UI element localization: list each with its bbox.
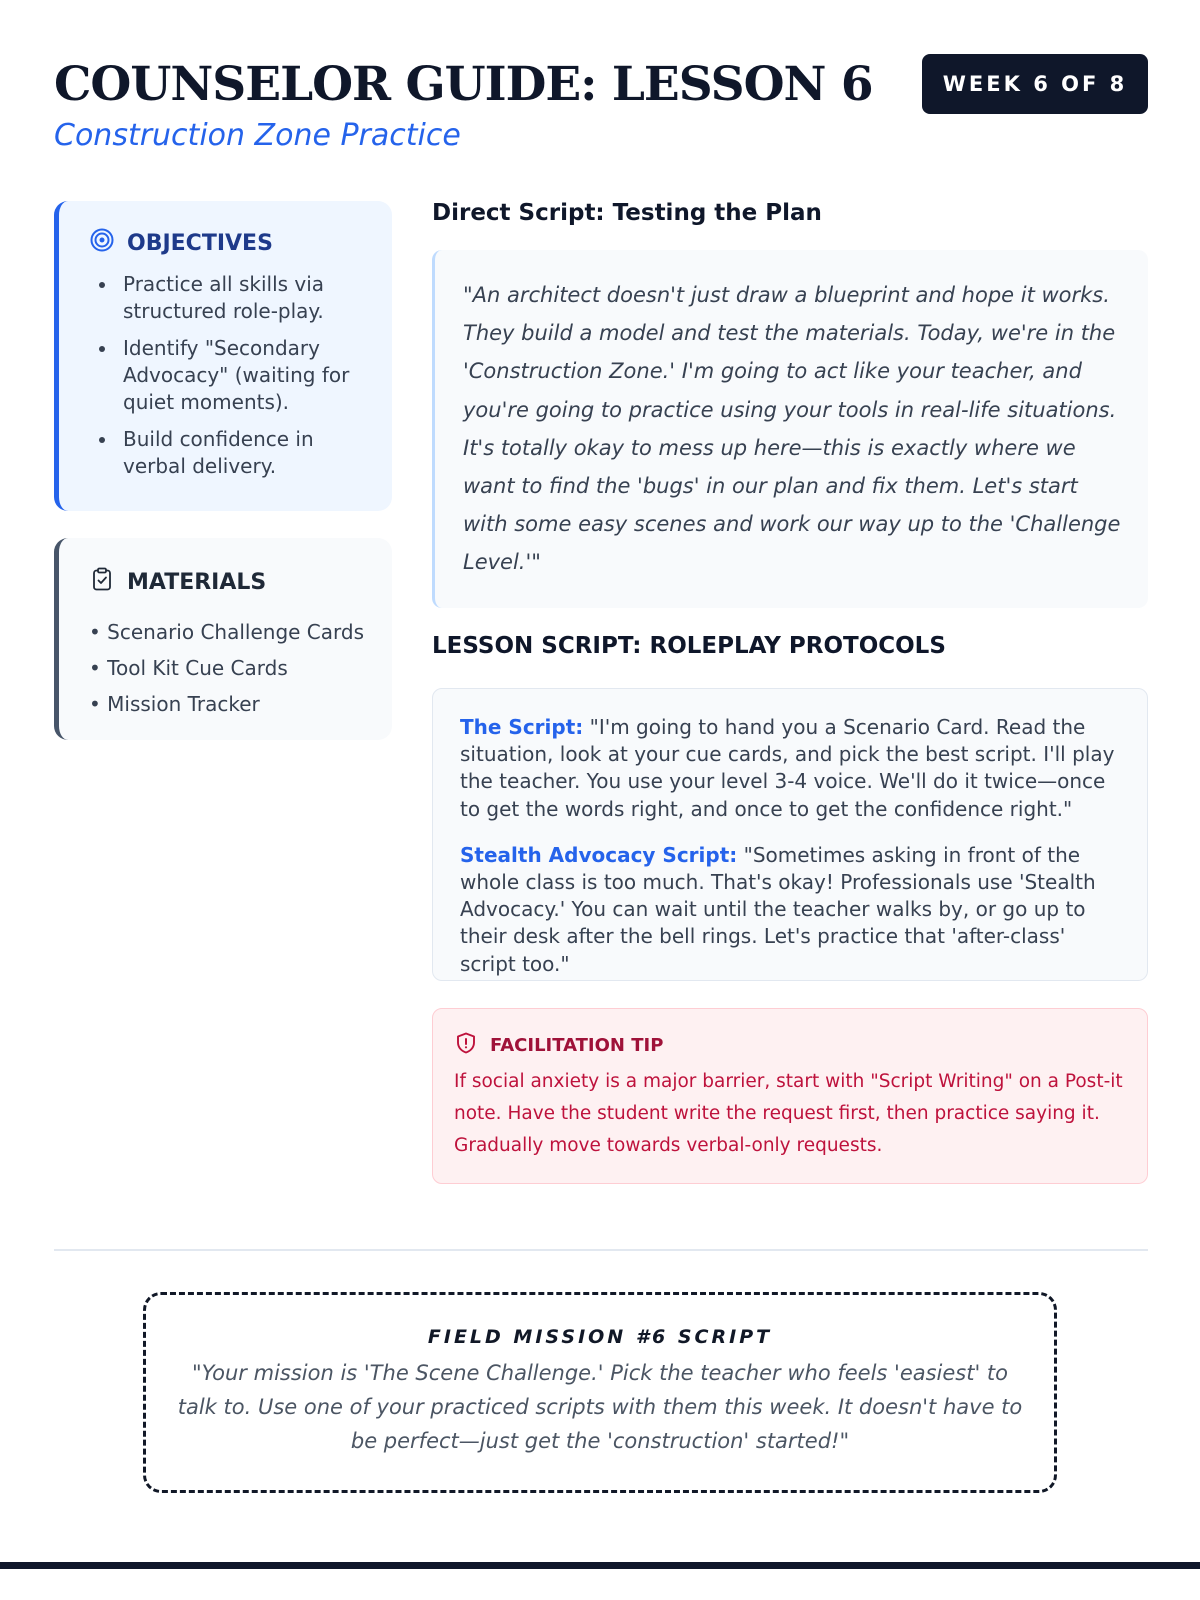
lesson-script-heading: LESSON SCRIPT: ROLEPLAY PROTOCOLS <box>432 633 946 659</box>
material-item: • Tool Kit Cue Cards <box>89 656 288 680</box>
stealth-advocacy-paragraph <box>460 842 1123 978</box>
week-badge: WEEK 6 OF 8 <box>922 54 1148 114</box>
section-divider <box>54 1249 1148 1251</box>
objectives-header <box>89 225 368 261</box>
field-mission-title: FIELD MISSION #6 SCRIPT <box>427 1326 773 1348</box>
stealth-advocacy-text: "Sometimes asking in front of the whole class is too much. That's okay! Professionals use 'Stealth Advocacy.' You can wait until the teacher walks by, or go up to their desk after the bell rings. Let's practice that 'after-class' script too." <box>460 842 1096 976</box>
page-title: COUNSELOR GUIDE: LESSON 6 <box>54 57 873 112</box>
facilitation-tip-text: If social anxiety is a major barrier, start with "Script Writing" on a Post-it note. Have the student write the request first, then practice saying it. Gradually move towards verbal-only requests. <box>454 1071 1123 1156</box>
material-item: • Mission Tracker <box>89 692 260 716</box>
materials-card <box>54 538 392 740</box>
stealth-advocacy-label: Stealth Advocacy Script: <box>460 842 738 867</box>
field-mission-box <box>143 1292 1057 1493</box>
facilitation-tip-box <box>432 1008 1148 1184</box>
script-paragraph <box>460 714 1123 823</box>
direct-script-quote: "An architect doesn't just draw a blueprint and hope it works. They build a model and test the materials. Today, we're in the 'Construction Zone.' I'm going to act like your teacher, and you're going to practice using your tools in real-life situations. It's totally okay to mess up here—this is exactly where we want to find the 'bugs' in our plan and fix them. Let's start with some easy scenes and work our way up to the 'Challenge Level.'" <box>432 250 1148 608</box>
objectives-title: OBJECTIVES <box>127 230 273 256</box>
shield-alert-icon <box>454 1031 478 1060</box>
script-text: "I'm going to hand you a Scenario Card. Read the situation, look at your cue cards, and pick the best script. I'll play the teacher. You use your level 3-4 voice. We'll do it twice—once to get the words right, and once to get the confidence right." <box>460 715 1115 821</box>
field-mission-text: "Your mission is 'The Scene Challenge.' Pick the teacher who feels 'easiest' to talk to. Use one of your practiced scripts with them this week. It doesn't have to be perfect—just get the 'construction' started!" <box>177 1361 1023 1453</box>
materials-list <box>89 614 368 722</box>
objectives-card <box>54 201 392 511</box>
objective-item: Identify "Secondary Advocacy" (waiting for quiet moments). <box>89 335 368 416</box>
facilitation-tip-title: FACILITATION TIP <box>490 1034 664 1056</box>
objectives-list <box>89 271 368 480</box>
script-label: The Script: <box>460 715 584 739</box>
lesson-script-box <box>432 688 1148 981</box>
page-header <box>54 50 1148 160</box>
page-subtitle: Construction Zone Practice <box>54 118 461 153</box>
target-icon <box>89 227 115 259</box>
material-item: • Scenario Challenge Cards <box>89 620 365 644</box>
clipboard-check-icon <box>89 566 115 598</box>
objective-item: Practice all skills via structured role-play. <box>89 271 368 325</box>
footer-bar <box>0 1562 1200 1569</box>
materials-header <box>89 564 368 600</box>
objective-item: Build confidence in verbal delivery. <box>89 426 368 480</box>
materials-title: MATERIALS <box>127 569 267 595</box>
direct-script-heading: Direct Script: Testing the Plan <box>432 200 822 226</box>
facilitation-tip-header <box>454 1031 1127 1059</box>
